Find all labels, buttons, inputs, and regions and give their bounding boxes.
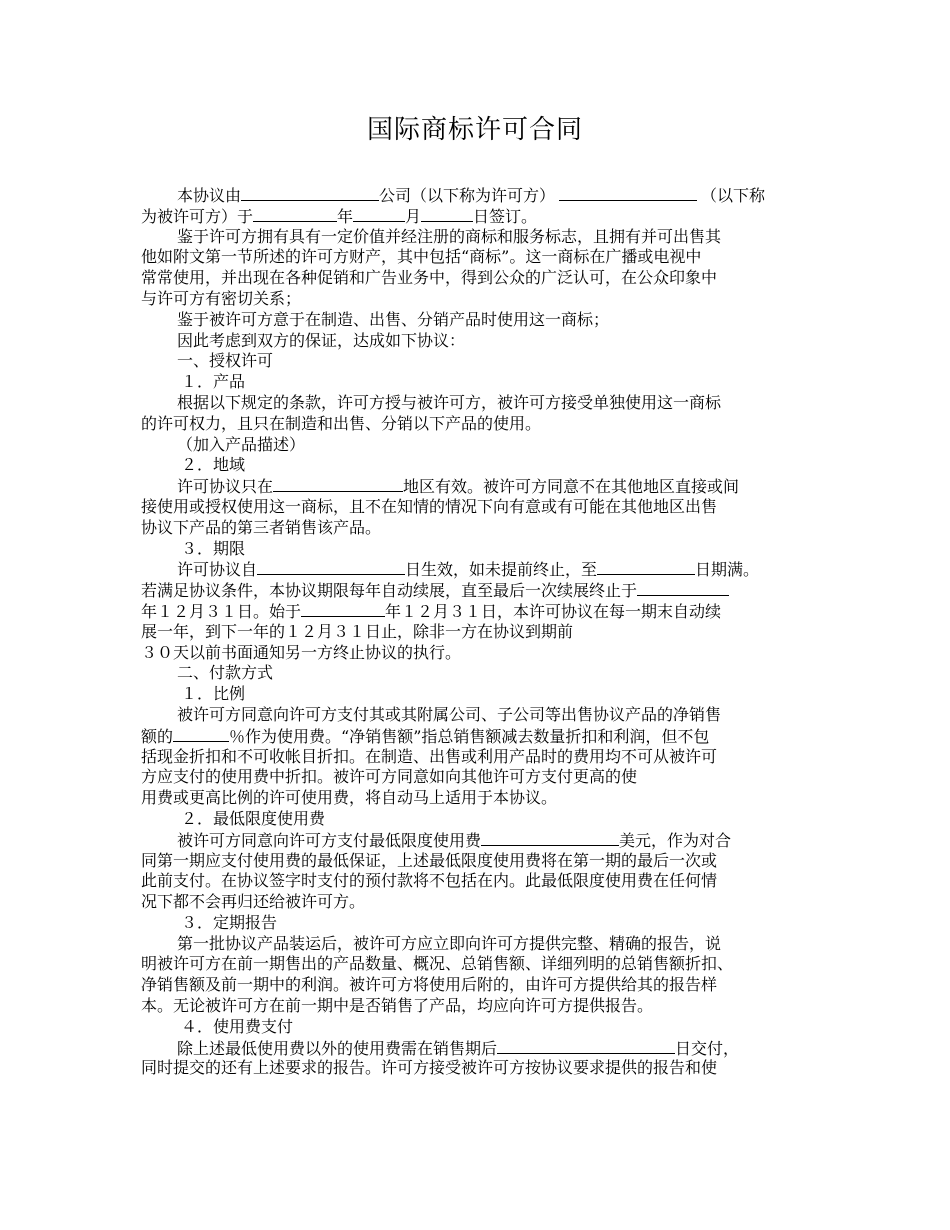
fill-blank[interactable] [637,580,729,596]
paragraph-line: 年１２月３１日。始于 年１２月３１日，本许可协议在每一期末自动续 [141,601,722,621]
subsection-heading: １．产品 [181,372,246,392]
paragraph-line: 因此考虑到双方的保证，达成如下协议： [177,330,466,350]
paragraph-line: 明被许可方在前一期售出的产品数量、概况、总销售额、详细列明的总销售额折扣、 [141,954,734,974]
fill-blank[interactable] [481,830,619,846]
paragraph-line: 用费或更高比例的许可使用费，将自动马上适用于本协议。 [141,788,558,808]
paragraph-line: 协议下产品的第三者销售该产品。 [141,517,382,537]
paragraph-line: 本。无论被许可方在前一期中是否销售了产品，均应向许可方提供报告。 [141,996,654,1016]
paragraph-line: 此前支付。在协议签字时支付的预付款将不包括在内。此最低限度使用费在任何情 [141,871,718,891]
paragraph-line: 除上述最低使用费以外的使用费需在销售期后 日交付， [177,1038,740,1058]
fill-blank[interactable] [301,601,385,617]
paragraph-line: 额的 ％作为使用费。“净销售额”指总销售额减去数量折扣和利润，但不包 [141,726,710,746]
fill-blank[interactable] [173,726,229,742]
document-body [141,185,816,1079]
paragraph-line: 接使用或授权使用这一商标，且不在知情的情况下向有意或有可能在其他地区出售 [141,496,718,516]
paragraph-line: 况下都不会再归还给被许可方。 [141,892,366,912]
paragraph-line: 同第一期应支付使用费的最低保证，上述最低限度使用费将在第一期的最后一次或 [141,850,718,870]
paragraph-line: 展一年，到下一年的１２月３１日止，除非一方在协议到期前 [141,621,574,641]
fill-blank[interactable] [253,206,337,222]
fill-blank[interactable] [559,185,697,201]
fill-blank[interactable] [497,1038,675,1054]
paragraph-line: 许可协议只在 地区有效。被许可方同意不在其他地区直接或间 [177,477,740,497]
subsection-heading: ３．定期报告 [181,912,278,932]
paragraph-line: 括现金折扣和不可收帐目折扣。在制造、出售或利用产品时的费用均不可从被许可 [141,746,718,766]
paragraph-line: 净销售额及前一期中的利润。被许可方将使用后附的，由许可方提供给其的报告样 [141,975,718,995]
subsection-heading: ２．最低限度使用费 [181,808,326,828]
paragraph-line: 若满足协议条件，本协议期限每年自动续展，直至最后一次续展终止于 [141,580,816,601]
paragraph-line: 根据以下规定的条款，许可方授与被许可方，被许可方接受单独使用这一商标 [177,392,722,412]
paragraph-line: 本协议由 公司（以下称为许可方） （以下称 [177,186,766,205]
paragraph-line: 常常使用，并出现在各种促销和广告业务中，得到公众的广泛认可，在公众印象中 [141,268,718,288]
fill-blank[interactable] [421,206,473,222]
paragraph-line: 许可协议自 日生效，如未提前终止，至 日期满。 [177,560,760,580]
paragraph-line: 他如附文第一节所述的许可方财产，其中包括“商标”。这一商标在广播或电视中 [141,247,702,267]
paragraph-line: 鉴于被许可方意于在制造、出售、分销产品时使用这一商标； [177,309,610,329]
section-heading: 一、授权许可 [177,351,274,371]
subsection-heading: ４．使用费支付 [181,1016,294,1036]
subsection-heading: １．比例 [181,684,246,704]
paragraph-line: 为被许可方）于 年 月 日签订。 [141,206,538,226]
subsection-heading: ３．期限 [181,538,246,558]
paragraph-line: 的许可权力，且只在制造和出售、分销以下产品的使用。 [141,413,542,433]
fill-blank[interactable] [597,559,695,575]
paragraph-line: ３０天以前书面通知另一方终止协议的执行。 [141,642,462,662]
section-heading: 二、付款方式 [177,663,274,683]
document-title: 国际商标许可合同 [366,115,583,145]
fill-blank[interactable] [353,206,405,222]
paragraph-line: （加入产品描述） [177,434,306,454]
paragraph-line: 方应支付的使用费中折扣。被许可方同意如向其他许可方支付更高的使 [141,767,638,787]
paragraph-line: 被许可方同意向许可方支付其或其附属公司、子公司等出售协议产品的净销售 [177,704,722,724]
paragraph-line: 同时提交的还有上述要求的报告。许可方接受被许可方按协议要求提供的报告和使 [141,1058,718,1078]
paragraph-line: 第一批协议产品装运后，被许可方应立即向许可方提供完整、精确的报告，说 [177,933,722,953]
fill-blank[interactable] [257,559,405,575]
subsection-heading: ２．地域 [181,455,246,475]
paragraph-line: 鉴于许可方拥有具有一定价值并经注册的商标和服务标志，且拥有并可出售其 [177,226,722,246]
paragraph-line: 与许可方有密切关系； [141,288,302,308]
fill-blank[interactable] [273,476,403,492]
paragraph-line: 被许可方同意向许可方支付最低限度使用费 美元，作为对合 [177,830,732,850]
fill-blank[interactable] [241,185,379,201]
